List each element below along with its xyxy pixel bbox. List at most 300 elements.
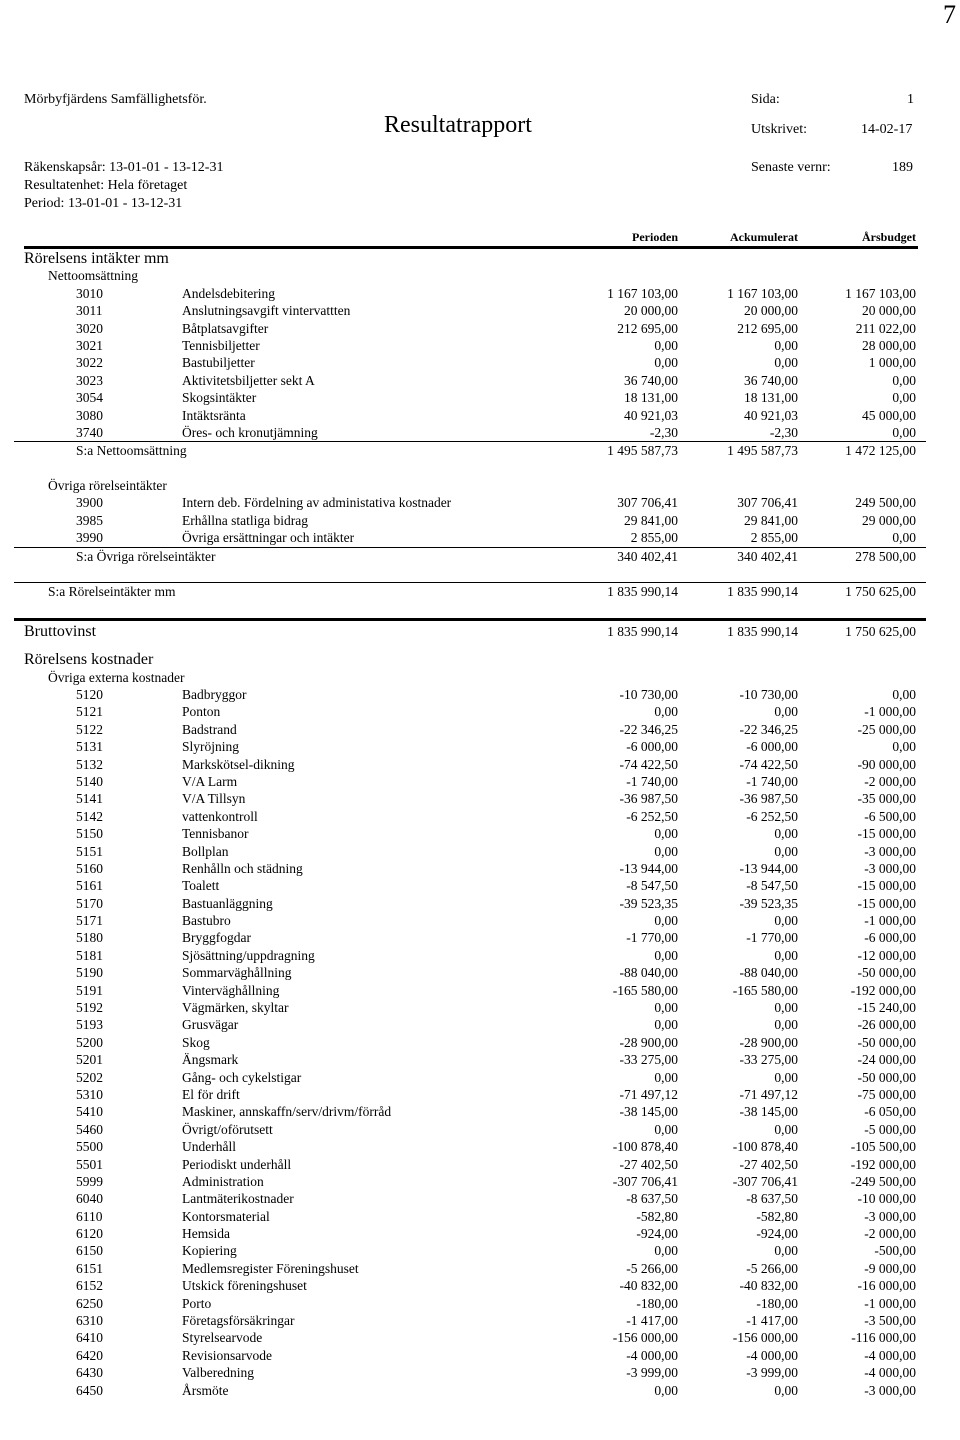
budget-value: -1 000,00: [864, 913, 916, 929]
account-name: Markskötsel-dikning: [182, 756, 295, 772]
table-row: [14, 686, 926, 703]
account-name: Porto: [182, 1295, 212, 1311]
table-row: [14, 1260, 926, 1277]
accumulated-value: -27 402,50: [739, 1156, 798, 1172]
table-row: [14, 1277, 926, 1294]
account-number: 3740: [76, 424, 103, 440]
last-voucher-label: Senaste vernr:: [751, 160, 831, 175]
account-number: 5161: [76, 878, 103, 894]
account-name: Styrelsearvode: [182, 1330, 263, 1346]
result-unit: Resultatenhet: Hela företaget: [24, 178, 188, 193]
fiscal-year: Räkenskapsår: 13-01-01 - 13-12-31: [24, 160, 224, 175]
period-value: -74 422,50: [619, 756, 678, 772]
table-row: [14, 756, 926, 773]
page-number: 7: [943, 0, 956, 29]
table-row: [14, 721, 926, 738]
budget-value: -10 000,00: [857, 1191, 916, 1207]
accumulated-value: 18 131,00: [744, 390, 798, 406]
account-number: 3020: [76, 320, 103, 336]
account-number: 5121: [76, 704, 103, 720]
accumulated-value: 212 695,00: [737, 320, 798, 336]
account-number: 3054: [76, 390, 103, 406]
organization-name: Mörbyfjärdens Samfällighetsför.: [24, 92, 207, 107]
account-number: 5193: [76, 1017, 103, 1033]
account-name: Grusvägar: [182, 1017, 239, 1033]
budget-value: 1 167 103,00: [845, 285, 916, 301]
period-value: 0,00: [654, 843, 678, 859]
account-name: Bollplan: [182, 843, 229, 859]
table-row: [14, 1069, 926, 1086]
page-value: 1: [907, 92, 914, 107]
period-value: -1 417,00: [626, 1313, 678, 1329]
table-row: [14, 1347, 926, 1364]
account-number: 6450: [76, 1382, 103, 1398]
budget-value: -6 500,00: [864, 808, 916, 824]
accumulated-value: 0,00: [774, 1382, 798, 1398]
table-row: [14, 982, 926, 999]
account-number: 5141: [76, 791, 103, 807]
period-value: 0,00: [654, 1121, 678, 1137]
accumulated-value: -307 706,41: [732, 1173, 798, 1189]
table-row: [14, 1051, 926, 1068]
column-header-period: Perioden: [632, 230, 678, 244]
account-number: 3900: [76, 495, 103, 511]
period-value: -100 878,40: [612, 1139, 678, 1155]
accumulated-value: 20 000,00: [744, 303, 798, 319]
account-number: 6310: [76, 1313, 103, 1329]
table-row: [14, 1173, 926, 1190]
accumulated-value: -13 944,00: [739, 860, 798, 876]
budget-value: -6 050,00: [864, 1104, 916, 1120]
period-value: 0,00: [654, 913, 678, 929]
budget-value: -1 000,00: [864, 704, 916, 720]
period-value: 0,00: [654, 1382, 678, 1398]
account-number: 5190: [76, 965, 103, 981]
period-value: -28 900,00: [619, 1034, 678, 1050]
period-value: 0,00: [654, 1000, 678, 1016]
account-name: V/A Larm: [182, 773, 238, 789]
accumulated-value: -100 878,40: [732, 1139, 798, 1155]
period-value: 36 740,00: [624, 372, 678, 388]
accumulated-value: -3 999,00: [746, 1365, 798, 1381]
accumulated-value: 0,00: [774, 1017, 798, 1033]
period-value: -39 523,35: [619, 895, 678, 911]
account-name: Bastuanläggning: [182, 895, 273, 911]
accumulated-value: 1 167 103,00: [727, 285, 798, 301]
period-value: -10 730,00: [619, 686, 678, 702]
table-row: [14, 738, 926, 755]
period-value: 0,00: [654, 337, 678, 353]
period-value: -6 000,00: [626, 739, 678, 755]
account-number: 6151: [76, 1260, 103, 1276]
accumulated-value: 40 921,03: [744, 407, 798, 423]
report-sheet: [14, 60, 926, 1440]
printed-value: 14-02-17: [861, 122, 913, 137]
accumulated-value: -924,00: [756, 1226, 798, 1242]
budget-value: -15 000,00: [857, 878, 916, 894]
table-row: [14, 1086, 926, 1103]
account-name: Utskick föreningshuset: [182, 1278, 307, 1294]
account-number: 5410: [76, 1104, 103, 1120]
account-number: 6040: [76, 1191, 103, 1207]
accumulated-value: -33 275,00: [739, 1052, 798, 1068]
accumulated-value: 307 706,41: [737, 495, 798, 511]
period-value: -180,00: [636, 1295, 678, 1311]
account-name: vattenkontroll: [182, 808, 258, 824]
accumulated-value: -8 547,50: [746, 878, 798, 894]
budget-value: -3 000,00: [864, 843, 916, 859]
group-heading-external-costs: Övriga externa kostnader: [48, 669, 185, 685]
account-number: 6120: [76, 1226, 103, 1242]
table-row: [14, 790, 926, 807]
period-value: 0,00: [654, 704, 678, 720]
accumulated-value: -88 040,00: [739, 965, 798, 981]
budget-value: -3 000,00: [864, 1382, 916, 1398]
account-name: Sjösättning/uppdragning: [182, 947, 315, 963]
account-name: Skogsintäkter: [182, 390, 257, 406]
table-row: [14, 424, 926, 441]
period: Period: 13-01-01 - 13-12-31: [24, 196, 183, 211]
account-name: Underhåll: [182, 1139, 236, 1155]
table-row: [14, 703, 926, 720]
table-row: [14, 912, 926, 929]
group-heading-net-sales: Nettoomsättning: [48, 268, 138, 284]
account-name: Sommarväghållning: [182, 965, 292, 981]
budget-value: 0,00: [892, 530, 916, 546]
table-row: [14, 354, 926, 371]
budget-value: 0,00: [892, 390, 916, 406]
other-income-rows: [14, 494, 926, 546]
budget-value: 20 000,00: [862, 303, 916, 319]
table-row: [14, 1016, 926, 1033]
period-value: -4 000,00: [626, 1347, 678, 1363]
account-name: Periodiskt underhåll: [182, 1156, 292, 1172]
account-number: 6250: [76, 1295, 103, 1311]
page-label: Sida:: [751, 92, 780, 107]
account-number: 5192: [76, 1000, 103, 1016]
table-row: [14, 407, 926, 424]
accumulated-value: -156 000,00: [732, 1330, 798, 1346]
net-sales-rows: [14, 285, 926, 442]
budget-value: 29 000,00: [862, 512, 916, 528]
table-row: [14, 494, 926, 511]
budget-value: -3 000,00: [864, 1208, 916, 1224]
account-name: Ponton: [182, 704, 221, 720]
period-value: -3 999,00: [626, 1365, 678, 1381]
accumulated-value: 0,00: [774, 826, 798, 842]
table-row: [14, 302, 926, 319]
accumulated-value: -28 900,00: [739, 1034, 798, 1050]
sum-row-other-income: S:a Övriga rörelseintäkter 340 402,41 340 402,41 278 500,00: [14, 547, 926, 565]
table-row: [14, 1329, 926, 1346]
budget-value: -105 500,00: [850, 1139, 916, 1155]
account-name: Båtplatsavgifter: [182, 320, 269, 336]
period-value: 40 921,03: [624, 407, 678, 423]
accumulated-value: 0,00: [774, 843, 798, 859]
accumulated-value: -165 580,00: [732, 982, 798, 998]
table-row: [14, 389, 926, 406]
account-number: 5460: [76, 1121, 103, 1137]
accumulated-value: -6 000,00: [746, 739, 798, 755]
accumulated-value: -180,00: [756, 1295, 798, 1311]
table-row: [14, 929, 926, 946]
accumulated-value: -8 637,50: [746, 1191, 798, 1207]
table-row: [14, 1121, 926, 1138]
accumulated-value: -2,30: [769, 424, 798, 440]
budget-value: 0,00: [892, 424, 916, 440]
account-number: 5201: [76, 1052, 103, 1068]
accumulated-value: -74 422,50: [739, 756, 798, 772]
account-name: Tennisbanor: [182, 826, 249, 842]
account-number: 6110: [76, 1208, 103, 1224]
account-number: 5142: [76, 808, 103, 824]
table-row: [14, 1242, 926, 1259]
account-name: Bastubro: [182, 913, 231, 929]
accumulated-value: -1 740,00: [746, 773, 798, 789]
table-row: [14, 1295, 926, 1312]
account-number: 5170: [76, 895, 103, 911]
account-number: 5501: [76, 1156, 103, 1172]
account-name: Bastubiljetter: [182, 355, 255, 371]
account-name: Ängsmark: [182, 1052, 239, 1068]
account-name: Öres- och kronutjämning: [182, 424, 318, 440]
table-row: [14, 1364, 926, 1381]
account-name: Skog: [182, 1034, 210, 1050]
account-name: Badstrand: [182, 721, 237, 737]
period-value: 0,00: [654, 826, 678, 842]
table-row: [14, 895, 926, 912]
budget-value: -50 000,00: [857, 1069, 916, 1085]
account-name: Badbryggor: [182, 686, 247, 702]
account-number: 5140: [76, 773, 103, 789]
budget-value: -4 000,00: [864, 1347, 916, 1363]
account-number: 5131: [76, 739, 103, 755]
account-name: Maskiner, annskaffn/serv/drivm/förråd: [182, 1104, 392, 1120]
table-row: [14, 773, 926, 790]
account-name: Lantmäterikostnader: [182, 1191, 294, 1207]
budget-value: 45 000,00: [862, 407, 916, 423]
period-value: 20 000,00: [624, 303, 678, 319]
budget-value: -24 000,00: [857, 1052, 916, 1068]
account-name: Anslutningsavgift vintervattten: [182, 303, 351, 319]
table-row: [14, 1382, 926, 1399]
budget-value: -25 000,00: [857, 721, 916, 737]
budget-value: -50 000,00: [857, 965, 916, 981]
budget-value: -35 000,00: [857, 791, 916, 807]
table-row: [14, 320, 926, 337]
budget-value: -249 500,00: [850, 1173, 916, 1189]
account-number: 5122: [76, 721, 103, 737]
period-value: -924,00: [636, 1226, 678, 1242]
table-row: [14, 1156, 926, 1173]
accumulated-value: -10 730,00: [739, 686, 798, 702]
accumulated-value: 0,00: [774, 704, 798, 720]
report-body: [14, 250, 926, 1399]
account-number: 6152: [76, 1278, 103, 1294]
budget-value: -15 000,00: [857, 826, 916, 842]
budget-value: 211 022,00: [855, 320, 916, 336]
table-row: [14, 825, 926, 842]
table-row: [14, 1312, 926, 1329]
account-number: 6430: [76, 1365, 103, 1381]
account-number: 5191: [76, 982, 103, 998]
budget-value: -1 000,00: [864, 1295, 916, 1311]
account-name: Revisionsarvode: [182, 1347, 272, 1363]
table-row: [14, 337, 926, 354]
period-value: -27 402,50: [619, 1156, 678, 1172]
table-row: [14, 1138, 926, 1155]
accumulated-value: 0,00: [774, 947, 798, 963]
table-row: [14, 285, 926, 302]
sum-row-net-sales: S:a Nettoomsättning 1 495 587,73 1 495 587,73 1 472 125,00: [14, 441, 926, 459]
budget-value: -75 000,00: [857, 1086, 916, 1102]
period-value: -307 706,41: [612, 1173, 678, 1189]
header-divider: [24, 246, 918, 249]
period-value: 0,00: [654, 1017, 678, 1033]
account-name: Övrigt/oförutsett: [182, 1121, 273, 1137]
column-header-budget: Årsbudget: [861, 230, 916, 244]
account-name: Vinterväghållning: [182, 982, 280, 998]
accumulated-value: -1 417,00: [746, 1313, 798, 1329]
accumulated-value: 29 841,00: [744, 512, 798, 528]
account-name: Renhålln och städning: [182, 860, 303, 876]
accumulated-value: -582,80: [756, 1208, 798, 1224]
accumulated-value: 0,00: [774, 1000, 798, 1016]
table-row: [14, 999, 926, 1016]
period-value: -582,80: [636, 1208, 678, 1224]
column-header-accumulated: Ackumulerat: [730, 230, 798, 244]
sum-row-operating-income: S:a Rörelseintäkter mm 1 835 990,14 1 835 990,14 1 750 625,00: [14, 582, 926, 600]
printed-label: Utskrivet:: [751, 122, 807, 137]
account-number: 3023: [76, 372, 103, 388]
period-value: -8 637,50: [626, 1191, 678, 1207]
account-number: 5500: [76, 1139, 103, 1155]
table-row: [14, 877, 926, 894]
budget-value: -15 000,00: [857, 895, 916, 911]
account-name: Valberedning: [182, 1365, 254, 1381]
budget-value: -2 000,00: [864, 1226, 916, 1242]
period-value: -38 145,00: [619, 1104, 678, 1120]
account-number: 6420: [76, 1347, 103, 1363]
account-name: Aktivitetsbiljetter sekt A: [182, 372, 315, 388]
account-number: 5181: [76, 947, 103, 963]
account-name: Kopiering: [182, 1243, 237, 1259]
budget-value: -6 000,00: [864, 930, 916, 946]
account-number: 6150: [76, 1243, 103, 1259]
accumulated-value: 0,00: [774, 1243, 798, 1259]
account-name: Övriga ersättningar och intäkter: [182, 530, 355, 546]
budget-value: -4 000,00: [864, 1365, 916, 1381]
account-name: Vägmärken, skyltar: [182, 1000, 289, 1016]
accumulated-value: 2 855,00: [750, 530, 798, 546]
budget-value: -15 240,00: [857, 1000, 916, 1016]
account-name: Slyröjning: [182, 739, 240, 755]
account-name: Medlemsregister Föreningshuset: [182, 1260, 359, 1276]
budget-value: -50 000,00: [857, 1034, 916, 1050]
period-value: -8 547,50: [626, 878, 678, 894]
accumulated-value: 0,00: [774, 913, 798, 929]
accumulated-value: -40 832,00: [739, 1278, 798, 1294]
budget-value: -5 000,00: [864, 1121, 916, 1137]
account-name: Företagsförsäkringar: [182, 1313, 295, 1329]
account-name: Hemsida: [182, 1226, 230, 1242]
table-row: [14, 808, 926, 825]
account-number: 3990: [76, 530, 103, 546]
account-name: Administration: [182, 1173, 264, 1189]
accumulated-value: -1 770,00: [746, 930, 798, 946]
period-value: 0,00: [654, 1243, 678, 1259]
period-value: 2 855,00: [630, 530, 678, 546]
section-heading-costs: Rörelsens kostnader: [24, 651, 154, 669]
table-row: [14, 372, 926, 389]
table-row: [14, 1225, 926, 1242]
account-name: Toalett: [182, 878, 220, 894]
accumulated-value: -71 497,12: [739, 1086, 798, 1102]
account-number: 5160: [76, 860, 103, 876]
accumulated-value: -36 987,50: [739, 791, 798, 807]
budget-value: -192 000,00: [850, 1156, 916, 1172]
period-value: -1 770,00: [626, 930, 678, 946]
account-number: 5171: [76, 913, 103, 929]
period-value: -40 832,00: [619, 1278, 678, 1294]
account-name: Intern deb. Fördelning av administativa kostnader: [182, 495, 452, 511]
account-number: 5200: [76, 1034, 103, 1050]
budget-value: -26 000,00: [857, 1017, 916, 1033]
budget-value: -192 000,00: [850, 982, 916, 998]
account-number: 5150: [76, 826, 103, 842]
account-number: 3011: [76, 303, 103, 319]
accumulated-value: 0,00: [774, 1121, 798, 1137]
account-name: Tennisbiljetter: [182, 337, 260, 353]
account-number: 5151: [76, 843, 103, 859]
period-value: -5 266,00: [626, 1260, 678, 1276]
table-row: [14, 947, 926, 964]
budget-value: -12 000,00: [857, 947, 916, 963]
table-row: [14, 529, 926, 546]
account-name: Gång- och cykelstigar: [182, 1069, 302, 1085]
budget-value: -90 000,00: [857, 756, 916, 772]
period-value: 307 706,41: [617, 495, 678, 511]
table-row: [14, 860, 926, 877]
period-value: 29 841,00: [624, 512, 678, 528]
budget-value: 249 500,00: [855, 495, 916, 511]
accumulated-value: 0,00: [774, 1069, 798, 1085]
account-number: 5120: [76, 686, 103, 702]
budget-value: 0,00: [892, 686, 916, 702]
account-name: Årsmöte: [182, 1382, 229, 1398]
account-name: Intäktsränta: [182, 407, 246, 423]
period-value: -71 497,12: [619, 1086, 678, 1102]
account-number: 5180: [76, 930, 103, 946]
account-number: 3010: [76, 285, 103, 301]
account-name: Erhållna statliga bidrag: [182, 512, 308, 528]
period-value: 18 131,00: [624, 390, 678, 406]
table-row: [14, 964, 926, 981]
budget-value: -16 000,00: [857, 1278, 916, 1294]
accumulated-value: -6 252,50: [746, 808, 798, 824]
budget-value: -116 000,00: [851, 1330, 916, 1346]
budget-value: -2 000,00: [864, 773, 916, 789]
budget-value: -3 500,00: [864, 1313, 916, 1329]
table-row: [14, 1103, 926, 1120]
accumulated-value: 36 740,00: [744, 372, 798, 388]
period-value: 0,00: [654, 355, 678, 371]
table-row: [14, 1034, 926, 1051]
period-value: -36 987,50: [619, 791, 678, 807]
account-number: 5999: [76, 1173, 103, 1189]
report-title: Resultatrapport: [384, 112, 532, 138]
period-value: 0,00: [654, 947, 678, 963]
